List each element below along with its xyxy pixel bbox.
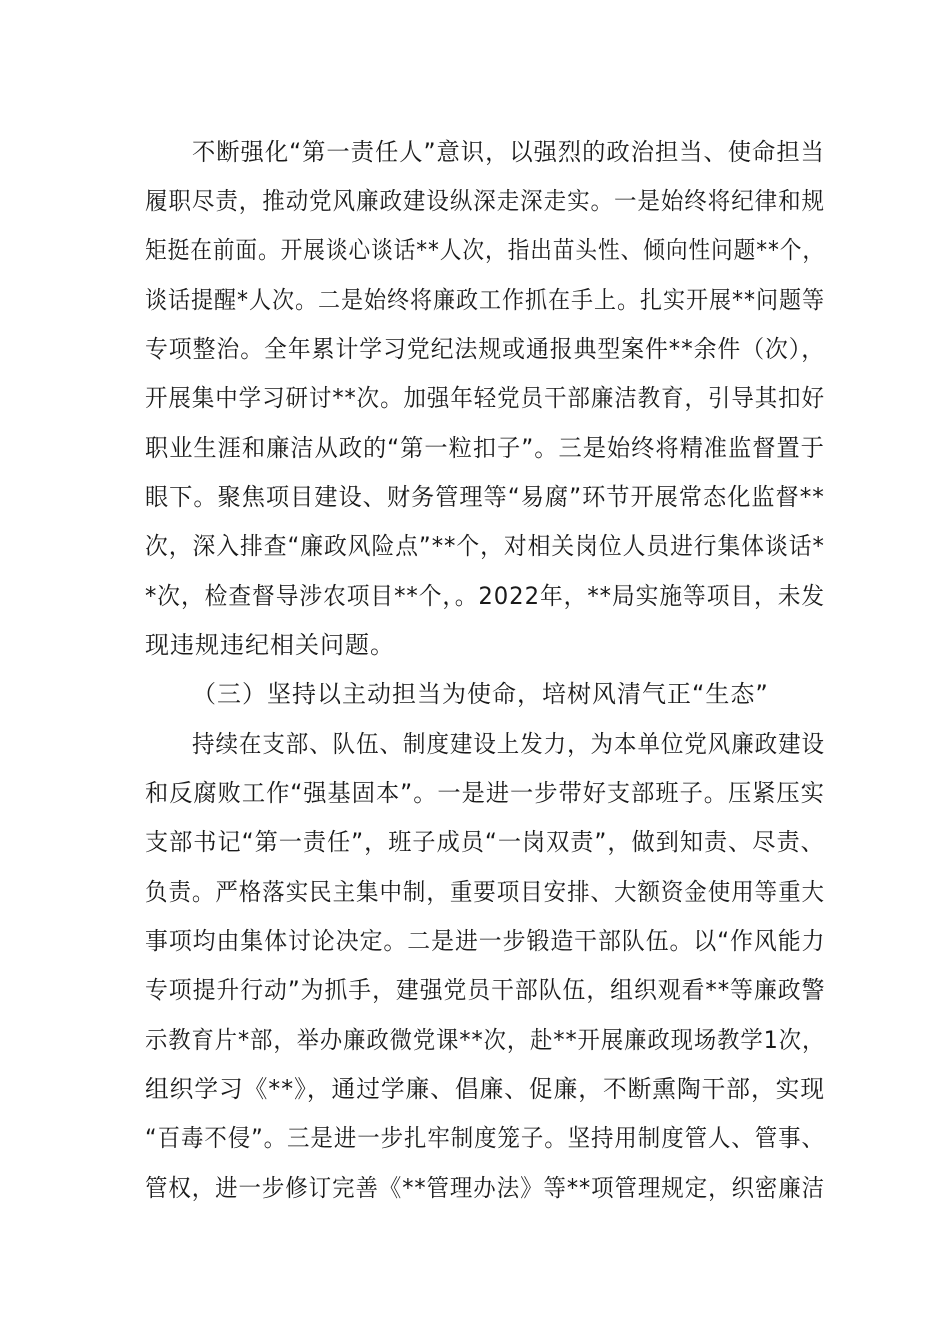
paragraph-2-line-1: 持续在支部、队伍、制度建设上发力，为本单位党风廉政建设 [192,730,825,758]
paragraph-2-line-6: 专项提升行动”为抓手，建强党员干部队伍，组织观看**等廉政警 [145,976,826,1004]
paragraph-1-line-1: 不断强化“第一责任人”意识，以强烈的政治担当、使命担当 [192,138,825,166]
paragraph-1-line-7: 职业生涯和廉洁从政的“第一粒扣子”。三是始终将精准监督置于 [145,434,825,462]
paragraph-2-line-10: 管权，进一步修订完善《**管理办法》等**项管理规定，织密廉洁 [145,1174,825,1202]
paragraph-1-line-2: 履职尽责，推动党风廉政建设纵深走深走实。一是始终将纪律和规 [145,187,825,215]
paragraph-1-line-6: 开展集中学习研讨**次。加强年轻党员干部廉洁教育，引导其扣好 [145,384,825,412]
paragraph-1-line-10: *次，检查督导涉农项目**个，。2022年，**局实施等项目，未发 [145,582,826,610]
paragraph-2-line-9: “百毒不侵”。三是进一步扎牢制度笼子。坚持用制度管人、管事、 [145,1124,825,1152]
paragraph-2-line-4: 负责。严格落实民主集中制，重要项目安排、大额资金使用等重大 [145,878,825,906]
paragraph-1-line-5: 专项整治。全年累计学习党纪法规或通报典型案件**余件（次）， [145,335,825,363]
paragraph-2-line-5: 事项均由集体讨论决定。二是进一步锻造干部队伍。以“作风能力 [145,927,826,955]
paragraph-2-line-8: 组织学习《**》，通过学廉、倡廉、促廉，不断熏陶干部，实现 [145,1075,825,1103]
paragraph-2-line-2: 和反腐败工作“强基固本”。一是进一步带好支部班子。压紧压实 [145,779,825,807]
section-heading: （三）坚持以主动担当为使命，培树风清气正“生态” [192,680,769,708]
paragraph-1-line-11: 现违规违纪相关问题。 [145,631,395,659]
paragraph-1-line-3: 矩挺在前面。开展谈心谈话**人次，指出苗头性、倾向性问题**个， [145,236,825,264]
paragraph-1-line-8: 眼下。聚焦项目建设、财务管理等“易腐”环节开展常态化监督** [145,483,825,511]
paragraph-2-line-3: 支部书记“第一责任”，班子成员“一岗双责”，做到知责、尽责、 [145,828,825,856]
paragraph-1-line-9: 次，深入排查“廉政风险点”**个，对相关岗位人员进行集体谈话* [145,532,825,560]
paragraph-2-line-7: 示教育片*部，举办廉政微党课**次，赴**开展廉政现场教学1次， [145,1026,826,1054]
paragraph-1-line-4: 谈话提醒*人次。二是始终将廉政工作抓在手上。扎实开展**问题等 [145,286,825,314]
